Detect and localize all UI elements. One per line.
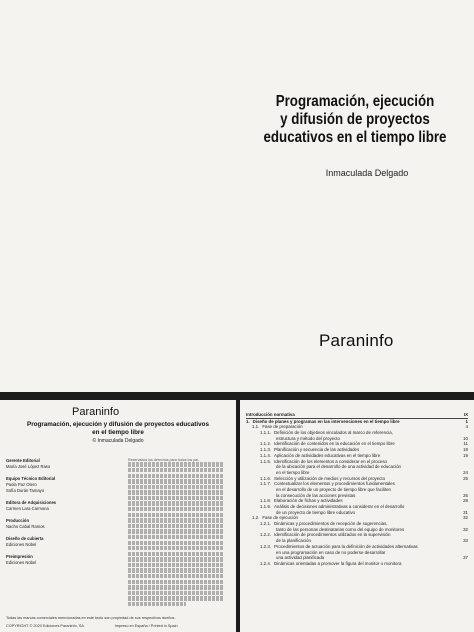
legal-text-line: [128, 546, 224, 550]
toc-page-number: 4: [465, 424, 468, 430]
toc-entry-number: 1.2.3.: [260, 543, 271, 549]
credits-title-line: Programación, ejecución y difusión de proyectos educativos: [27, 421, 209, 428]
legal-text-line: [128, 557, 224, 561]
toc-entry-title: tanto de las personas destinatarias como del equipo de monitores: [276, 526, 405, 532]
legal-text-line: [128, 535, 224, 539]
toc-entry-title: de la ubicación para el desarrollo de una actividad de educación: [276, 464, 401, 470]
credit-group: [6, 554, 116, 566]
toc-page-number: 10: [463, 435, 468, 441]
toc-entry-title: Fase de ejecución: [262, 515, 298, 521]
toc-entry-title: Selección y utilización de medios y recursos del proyecto: [274, 475, 386, 481]
toc-entry-number: 1.1.4.: [260, 452, 271, 458]
legal-text-line: [128, 479, 224, 483]
toc-page: [240, 400, 474, 632]
toc-entry-number: 1.2.2.: [260, 532, 271, 538]
toc-entry-text: [260, 561, 401, 567]
legal-text-block: [128, 462, 224, 606]
credit-group: [6, 518, 116, 530]
legal-text-line: [128, 524, 224, 528]
legal-text-line: [128, 501, 224, 505]
toc-entry-title: Identificación de procedimientos utilizados en la supervisión: [274, 532, 391, 538]
toc-page-number: 33: [463, 538, 468, 544]
toc-page-number: 31: [463, 509, 468, 515]
legal-text-line: [128, 507, 224, 511]
printed-in: Impreso en España / Printed in Spain: [114, 624, 178, 628]
credit-name: Sofía Durán Tamayo: [6, 488, 45, 493]
toc-entry: [246, 412, 468, 419]
toc-page-number: 25: [463, 475, 468, 481]
toc-entry-number: 1.1.1.: [260, 430, 271, 436]
legal-text-line: [128, 563, 224, 567]
toc-entry-title: Aplicación de actividades educativas en el tiempo libre: [274, 452, 381, 458]
toc-page-number: 26: [463, 492, 468, 498]
credit-heading: Preimpresión: [6, 554, 33, 559]
credit-group: [6, 536, 116, 548]
toc-entry-title: Definición de los objetivos vinculados al marco de referencia,: [274, 430, 393, 436]
toc-page-number: 24: [463, 469, 468, 475]
toc-entry-number: 1.1.7.: [260, 481, 271, 487]
toc-entry-title: Introducción normativa: [246, 412, 295, 417]
credit-name: Nacho Cabal Ramos: [6, 524, 45, 529]
legal-text-line: [128, 541, 224, 545]
credit-group: [6, 458, 116, 470]
toc-entry-number: 1.1.3.: [260, 447, 271, 453]
toc-entry-title: Identificación de los elementos a considerar en el proceso: [274, 458, 388, 464]
toc-entry-title: en una programación en caso de no poderse desarrollar: [276, 549, 386, 555]
legal-text-line: [128, 529, 224, 533]
toc-entry-number: 1.1.: [252, 424, 260, 430]
table-of-contents: [246, 412, 468, 567]
toc-entry-number: 1.: [246, 418, 250, 424]
toc-entry-number: 1.1.8.: [260, 498, 271, 504]
legal-text-line: [128, 518, 224, 522]
book-title: [256, 93, 454, 147]
title-line: educativos en el tiempo libre: [263, 129, 447, 146]
toc-entry-title: Procedimientos de actuación para la definición de actividades alternativas: [274, 543, 418, 549]
toc-page-number: 37: [463, 555, 468, 561]
toc-entry-title: Dinámicas y procedimientos de recepción de sugerencias,: [274, 521, 388, 527]
legal-text-line: [128, 513, 224, 517]
legal-text-line: [128, 496, 224, 500]
credit-group: [6, 476, 116, 494]
toc-entry-number: 1.2.1.: [260, 521, 271, 527]
credit-name: Carmen Lara Carmona: [6, 506, 49, 511]
copyright-line: [6, 624, 230, 628]
legal-text-line: [128, 468, 224, 472]
legal-text-line: [128, 596, 224, 600]
toc-entry-title: en el desarrollo de un proyecto de tiempo libre que faciliten: [276, 486, 391, 492]
toc-entry: [246, 561, 468, 567]
copyright-text: COPYRIGHT © 2020 Ediciones Paraninfo, SA: [6, 624, 84, 628]
legal-text-line: [128, 591, 224, 595]
toc-entry-title: Contextualizar los elementos y procedimientos fundamentales: [274, 481, 395, 487]
toc-entry-number: 1.2.: [252, 515, 260, 521]
toc-entry-title: en el tiempo libre: [276, 469, 310, 475]
title-line: y difusión de proyectos: [280, 111, 430, 128]
toc-entry-title: Análisis de decisiones administrativas a considerar en el desarrollo: [274, 504, 405, 509]
toc-entry-number: 1.2.4.: [260, 560, 271, 566]
toc-entry-title: una actividad planificada: [276, 555, 325, 561]
toc-entry-number: 1.1.5.: [260, 458, 271, 464]
credit-heading: Gerente Editorial: [6, 458, 40, 463]
legal-text-line: [128, 552, 224, 556]
title-line: Programación, ejecución: [275, 93, 435, 110]
legal-first-line: Reservados los derechos para todos los paí-: [128, 458, 200, 462]
toc-page-number: 32: [463, 515, 468, 521]
legal-notice: [128, 458, 224, 607]
legal-text-line: [128, 602, 186, 606]
publisher-logo: Paraninfo: [319, 331, 394, 350]
credit-name: Paola Paz Otero: [6, 482, 37, 487]
legal-text-line: [128, 462, 224, 466]
toc-entry-title: estructura y método del proyecto: [276, 435, 340, 441]
legal-text-line: [128, 490, 224, 494]
toc-page-number: IX: [463, 412, 468, 417]
toc-page-number: 1: [465, 418, 468, 424]
toc-entry-title: de la planificación: [276, 538, 311, 544]
toc-entry-title: Elaboración de fichas y actividades: [274, 498, 343, 504]
toc-entry-text: [246, 412, 295, 418]
toc-entry-title: Identificación de contenidos en la educación en el tiempo libre: [274, 441, 395, 447]
toc-entry-number: 1.1.6.: [260, 475, 271, 481]
credit-heading: Equipo Técnico Editorial: [6, 476, 56, 481]
toc-page-number: 19: [463, 452, 468, 458]
trademark-note: Todas las marcas comerciales mencionadas en este texto son propiedad de sus respectivos dueños.: [6, 616, 176, 620]
credit-heading: Producción: [6, 518, 30, 523]
legal-text-line: [128, 474, 224, 478]
toc-page-number: 18: [463, 447, 468, 453]
legal-text-line: [128, 485, 224, 489]
toc-entry-title: Diseño de planes y programas en las intervenciones en el tiempo libre: [252, 418, 400, 424]
toc-entry-title: Fase de preparación: [262, 424, 303, 430]
toc-page-number: 32: [463, 526, 468, 532]
legal-text-line: [128, 574, 224, 578]
author-name: Inmaculada Delgado: [325, 168, 409, 178]
credit-name: María José López Raso: [6, 464, 51, 469]
credit-name: Ediciones Nobel: [6, 542, 37, 547]
toc-entry-number: 1.1.2.: [260, 441, 271, 447]
toc-entry-title: de un proyecto de tiempo libre educativo: [276, 509, 356, 515]
toc-entry-number: 1.1.9.: [260, 504, 271, 509]
toc-entry-title: Dinámicas orientadas a promover la figura del monitor o monitora: [274, 560, 402, 566]
credit-heading: Diseño de cubierta: [6, 536, 44, 541]
credit-heading: Editora de Adquisiciones: [6, 500, 57, 505]
toc-page-number: 28: [463, 498, 468, 504]
credits-title: [16, 421, 220, 437]
legal-text-line: [128, 568, 224, 572]
toc-entry-title: Planificación y secuencia de las actividades: [274, 447, 360, 453]
toc-page-number: 11: [463, 441, 468, 447]
legal-text-line: [128, 585, 224, 589]
credits-list: [6, 458, 116, 572]
toc-entry-title: la consecución de las acciones previstas: [276, 492, 356, 498]
publisher-name: Paraninfo: [72, 406, 120, 418]
credits-author: © Inmaculada Delgado: [92, 438, 144, 444]
credit-name: Ediciones Nobel: [6, 560, 37, 565]
legal-text-line: [128, 580, 224, 584]
credits-title-line: en el tiempo libre: [92, 429, 144, 436]
credit-group: [6, 500, 116, 512]
credits-page: [0, 400, 236, 632]
